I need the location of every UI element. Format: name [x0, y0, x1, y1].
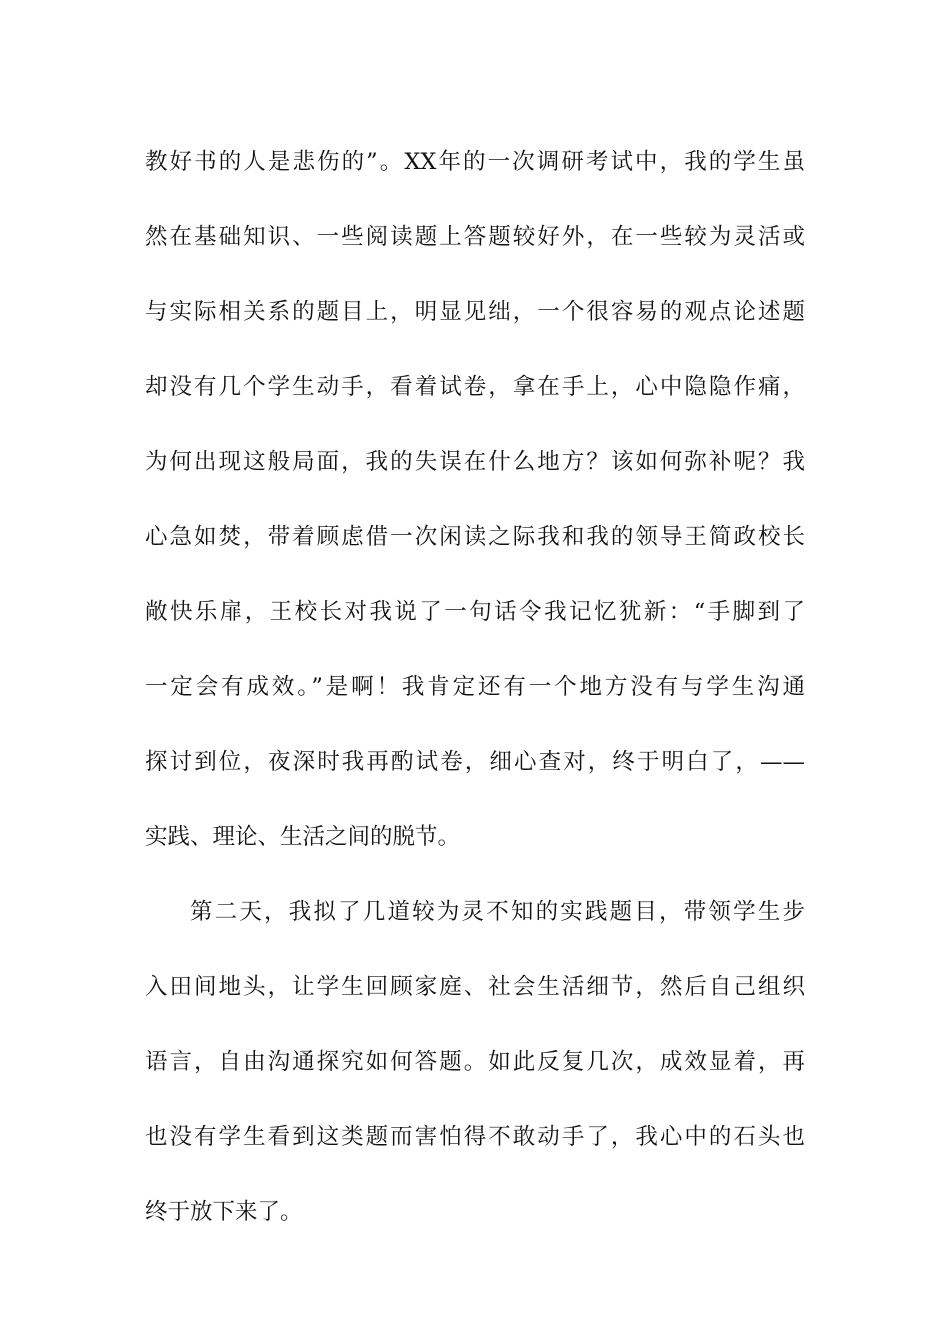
paragraph-line: 实践、理论、生活之间的脱节。 [145, 824, 461, 850]
paragraph-line: 与实际相关系的题目上，明显见绌，一个很容易的观点论述题 [145, 299, 805, 325]
paragraph-line: 也没有学生看到这类题而害怕得不敢动手了，我心中的石头也 [145, 1124, 805, 1150]
paragraph-line: 为何出现这般局面，我的失误在什么地方？该如何弥补呢？我 [145, 449, 805, 475]
paragraph-1 [145, 125, 805, 875]
paragraph-line: 入田间地头，让学生回顾家庭、社会生活细节，然后自己组织 [145, 974, 805, 1000]
paragraph-line: 心急如焚，带着顾虑借一次闲读之际我和我的领导王简政校长 [145, 524, 805, 550]
paragraph-line: 语言，自由沟通探究如何答题。如此反复几次，成效显着，再 [145, 1049, 805, 1075]
document-body [145, 125, 805, 1250]
paragraph-line: 第二天，我拟了几道较为灵不知的实践题目，带领学生步 [190, 899, 805, 925]
paragraph-line: 终于放下来了。 [145, 1199, 303, 1225]
paragraph-2 [145, 875, 805, 1250]
paragraph-line: 敞快乐扉，王校长对我说了一句话令我记忆犹新：“手脚到了 [145, 599, 805, 625]
paragraph-line: 然在基础知识、一些阅读题上答题较好外，在一些较为灵活或 [145, 224, 805, 250]
paragraph-line: 却没有几个学生动手，看着试卷，拿在手上，心中隐隐作痛， [145, 374, 805, 400]
paragraph-line: 教好书的人是悲伤的”。XX年的一次调研考试中，我的学生虽 [145, 149, 805, 175]
paragraph-line: 一定会有成效。”是啊！我肯定还有一个地方没有与学生沟通 [145, 674, 805, 700]
paragraph-line: 探讨到位，夜深时我再酌试卷，细心查对，终于明白了，—— [145, 749, 805, 775]
